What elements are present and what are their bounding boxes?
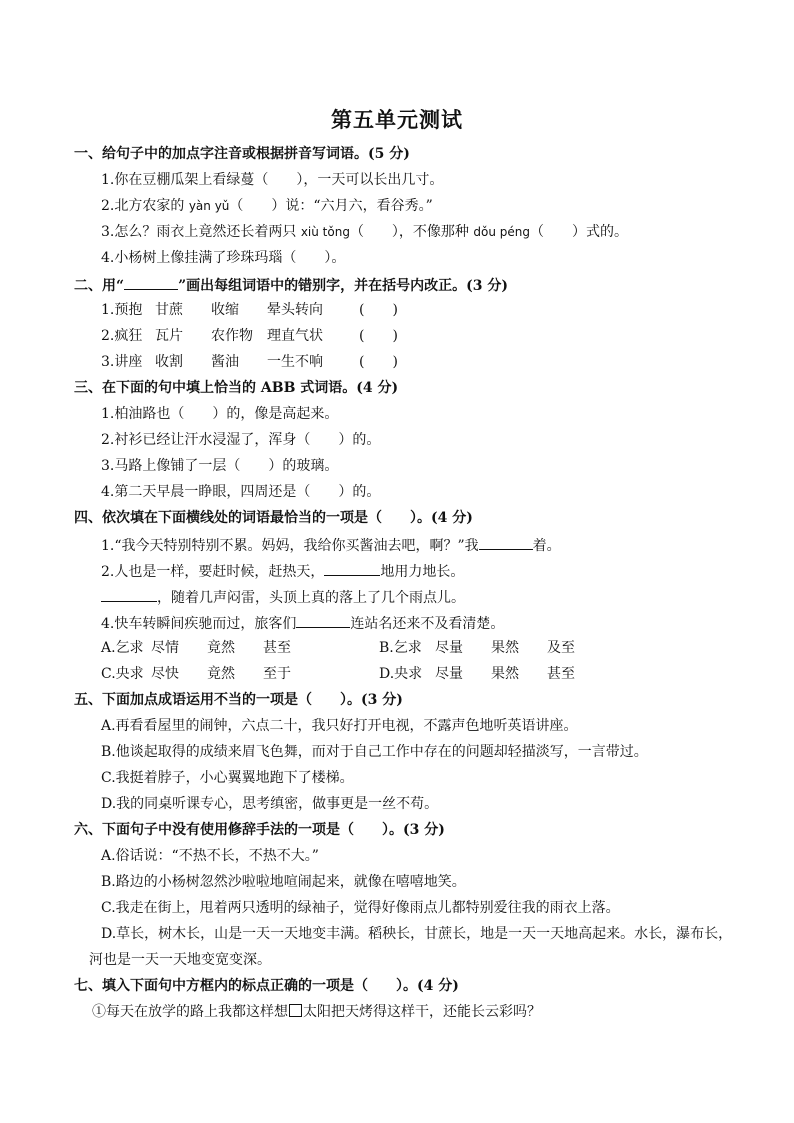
section-2-heading: 二、用“ ”画出每组词语中的错别字，并在括号内改正。(3 分) <box>74 275 508 295</box>
s3-question-4: 4.第二天早晨一睁眼，四周还是（ ）的。 <box>101 484 381 500</box>
s1-question-1: 1.你在豆棚瓜架上看绿蔓（ ），一天可以长出几寸。 <box>101 172 444 188</box>
s6-option-d-continued: 河也是一天一天地变宽变深。 <box>89 952 271 968</box>
s4-question-1: 1.“我今天特别特别不累。妈妈，我给你买酱油去吧，啊？”我 着。 <box>101 535 561 555</box>
section-4-heading: 四、依次填在下面横线处的词语最恰当的一项是（ ）。(4 分) <box>74 510 473 526</box>
s4-question-2: 2.人也是一样，要赶时候，赶热天， 地用力地长。 <box>101 561 464 581</box>
section-6-heading: 六、下面句子中没有使用修辞手法的一项是（ ）。(3 分) <box>74 822 445 838</box>
s1-question-2: 2.北方农家的 yàn yǔ（ ）说：“六月六，看谷秀。” <box>101 198 433 214</box>
section-5-heading: 五、下面加点成语运用不当的一项是（ ）。(3 分) <box>74 692 403 708</box>
section-3-heading: 三、在下面的句中填上恰当的 ABB 式词语。(4 分) <box>74 380 399 396</box>
s1-question-4: 4.小杨树上像挂满了珍珠玛瑙（ ）。 <box>101 250 346 266</box>
s4-options-cd: C.央求 尽快 竟然 至于 D.央求 尽量 果然 甚至 <box>101 666 575 682</box>
pinyin-yanyu: yàn yǔ <box>188 199 230 213</box>
section-1-heading: 一、给句子中的加点字注音或根据拼音写词语。(5 分) <box>74 146 410 162</box>
s5-option-b: B.他谈起取得的成绩来眉飞色舞，而对于自己工作中存在的问题却轻描淡写，一言带过。 <box>101 744 648 760</box>
s2-row-3: 3.讲座 收割 酱油 一生不响 ( ) <box>101 354 398 370</box>
s6-option-d: D.草长，树木长，山是一天一天地变丰满。稻秧长，甘蔗长，地是一天一天地高起来。水长，瀑布长， <box>101 926 733 942</box>
answer-blank <box>324 561 380 576</box>
section-7-heading: 七、填入下面句中方框内的标点正确的一项是（ ）。(4 分) <box>74 978 459 994</box>
s3-question-1: 1.柏油路也（ ）的，像是高起来。 <box>101 406 339 422</box>
page-title: 第五单元测试 <box>331 107 463 132</box>
s2-row-2: 2.疯狂 瓦片 农作物 理直气状 ( ) <box>101 328 398 344</box>
answer-blank <box>479 535 533 550</box>
s5-option-c: C.我挺着脖子，小心翼翼地跑下了楼梯。 <box>101 770 354 786</box>
answer-blank <box>101 587 157 602</box>
s6-option-b: B.路边的小杨树忽然沙啦啦地喧闹起来，就像在嘻嘻地笑。 <box>101 874 466 890</box>
s4-question-3: ，随着几声闷雷，头顶上真的落上了几个雨点儿。 <box>101 587 465 607</box>
s1-question-3: 3.怎么？雨衣上竟然还长着两只 xiù tǒng（ ），不像那种 dǒu péng（ ）式的。 <box>101 224 628 240</box>
s3-question-3: 3.马路上像铺了一层（ ）的玻璃。 <box>101 458 339 474</box>
s3-question-2: 2.衬衫已经让汗水浸湿了，浑身（ ）的。 <box>101 432 381 448</box>
s5-option-a: A.再看看屋里的闹钟，六点二十，我只好打开电视，不露声色地听英语讲座。 <box>101 718 578 734</box>
punctuation-box <box>289 1004 302 1017</box>
s4-options-ab: A.乞求 尽情 竟然 甚至 B.乞求 尽量 果然 及至 <box>101 640 575 656</box>
s4-question-4: 4.快车转瞬间疾驰而过，旅客们 连站名还来不及看清楚。 <box>101 613 504 633</box>
s2-row-1: 1.预抱 甘蔗 收缩 晕头转向 ( ) <box>101 302 398 318</box>
s7-question-1: ①每天在放学的路上我都这样想 太阳把天烤得这样干，还能长云彩吗？ <box>92 1004 541 1020</box>
underline-sample <box>124 275 178 290</box>
pinyin-doupeng: dǒu péng <box>473 225 530 239</box>
s5-option-d: D.我的同桌听课专心，思考缜密，做事更是一丝不苟。 <box>101 796 439 812</box>
answer-blank <box>296 613 350 628</box>
s6-option-a: A.俗话说：“不热不长，不热不大。” <box>101 848 319 864</box>
pinyin-xiutong: xiù tǒng <box>300 225 350 239</box>
s6-option-c: C.我走在街上，甩着两只透明的绿袖子，觉得好像雨点儿都特别爱往我的雨衣上落。 <box>101 900 620 916</box>
